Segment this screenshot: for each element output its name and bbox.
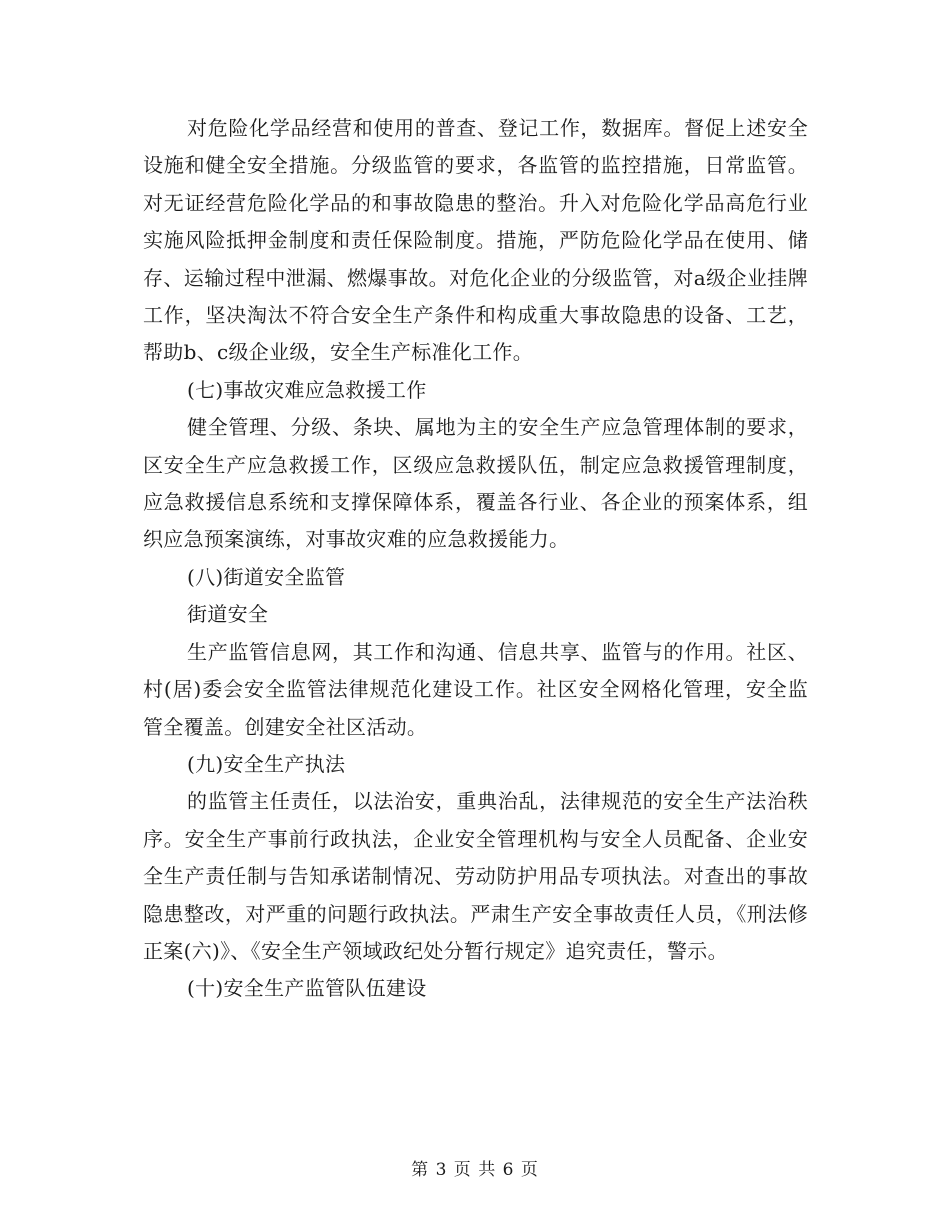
body-paragraph: 健全管理、分级、条块、属地为主的安全生产应急管理体制的要求，区安全生产应急救援工作，区级应急救援队伍，制定应急救援管理制度，应急救援信息系统和支撑保障体系，覆盖各行业、各企业的预案体系，组织应急预案演练，对事故灾难的应急救援能力。 <box>143 415 808 552</box>
section-heading: (十)安全生产监管队伍建设 <box>187 976 427 1001</box>
body-paragraph: 对危险化学品经营和使用的普查、登记工作，数据库。督促上述安全设施和健全安全措施。分级监管的要求，各监管的监控措施，日常监管。对无证经营危险化学品的和事故隐患的整治。升入对危险化学品高危行业实施风险抵押金制度和责任保险制度。措施，严防危险化学品在使用、储存、运输过程中泄漏、燃爆事故。对危化企业的分级监管，对a级企业挂牌工作，坚决淘汰不符合安全生产条件和构成重大事故隐患的设备、工艺，帮助b、c级企业级，安全生产标准化工作。 <box>143 116 808 365</box>
section-heading: (九)安全生产执法 <box>187 751 346 776</box>
page-number-footer: 第 3 页 共 6 页 <box>411 1160 539 1180</box>
section-heading: (七)事故灾难应急救援工作 <box>187 377 427 402</box>
document-body <box>143 110 808 1008</box>
body-paragraph: 的监管主任责任，以法治安，重典治乱，法律规范的安全生产法治秩序。安全生产事前行政执法，企业安全管理机构与安全人员配备、企业安全生产责任制与告知承诺制情况、劳动防护用品专项执法。对查出的事故隐患整改，对严重的问题行政执法。严肃生产安全事故责任人员，《刑法修正案(六)》、《安全生产领域政纪处分暂行规定》追究责任，警示。 <box>143 789 808 963</box>
body-paragraph: 生产监管信息网，其工作和沟通、信息共享、监管与的作用。社区、村(居)委会安全监管法律规范化建设工作。社区安全网格化管理，安全监管全覆盖。创建安全社区活动。 <box>143 639 808 739</box>
sub-heading: 街道安全 <box>187 602 269 627</box>
section-heading: (八)街道安全监管 <box>187 564 346 589</box>
